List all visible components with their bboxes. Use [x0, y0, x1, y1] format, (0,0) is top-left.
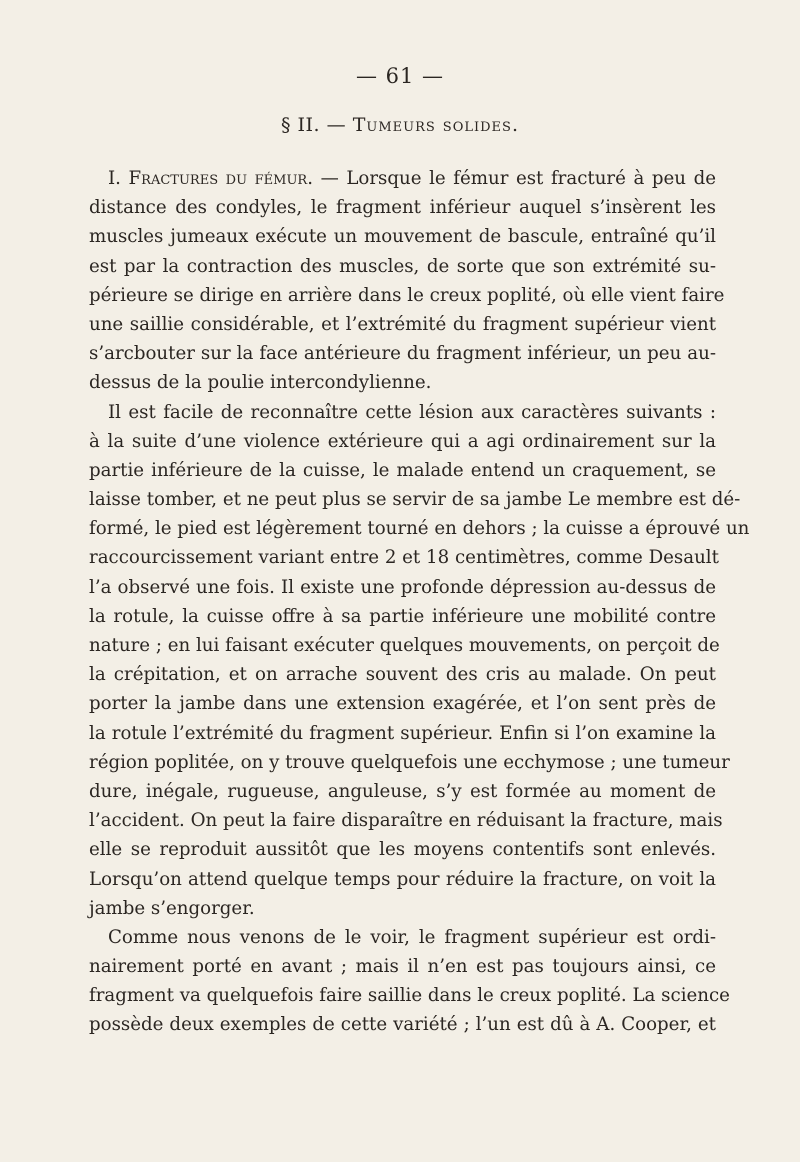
text-line: est par la contraction des muscles, de sorte que son extrémité su- [89, 255, 716, 277]
text-line: la rotule, la cuisse offre à sa partie inférieure une mobilité contre [89, 605, 716, 627]
text-line: l’accident. On peut la faire disparaître en réduisant la fracture, mais [89, 810, 723, 832]
body-text [89, 164, 750, 1040]
text-line: dure, inégale, rugueuse, anguleuse, s’y est formée au moment de [89, 780, 716, 802]
text-line: périeure se dirige en arrière dans le creux poplité, où elle vient faire [89, 284, 725, 306]
text-line: la crépitation, et on arrache souvent des cris au malade. On peut [89, 664, 716, 686]
section-mark: § II. — [281, 114, 347, 136]
section-title: Tumeurs solides. [352, 114, 519, 136]
text-line [89, 164, 716, 193]
text-line: une saillie considérable, et l’extrémité du fragment supérieur vient [89, 313, 716, 335]
text-line: raccourcissement variant entre 2 et 18 centimètres, comme Desault [89, 547, 719, 569]
text-line: possède deux exemples de cette variété ; l’un est dû à A. Cooper, et [89, 1014, 716, 1036]
text-line-content: — Lorsque le fémur est fracturé à peu de [320, 168, 716, 189]
text-line: l’a observé une fois. Il existe une profonde dépression au-dessus de [89, 576, 716, 598]
text-line: laisse tomber, et ne peut plus se servir de sa jambe Le membre est dé- [89, 489, 741, 511]
text-line: Lorsqu’on attend quelque temps pour réduire la fracture, on voit la [89, 868, 716, 890]
text-line: Il est facile de reconnaître cette lésion aux caractères suivants : [108, 401, 716, 423]
text-line: dessus de la poulie intercondylienne. [89, 372, 432, 394]
text-line: région poplitée, on y trouve quelquefois une ecchymose ; une tumeur [89, 751, 730, 773]
text-line: fragment va quelquefois faire saillie dans le creux poplité. La science [89, 985, 730, 1007]
text-line: Comme nous venons de le voir, le fragment supérieur est ordi- [108, 926, 716, 948]
text-line: muscles jumeaux exécute un mouvement de bascule, entraîné qu’il [89, 226, 716, 248]
text-line: nature ; en lui faisant exécuter quelques mouvements, on perçoit de [89, 635, 720, 656]
text-line: jambe s’engorger. [89, 897, 255, 919]
paragraph-heading: I. Fractures du fémur. [108, 168, 313, 189]
section-heading [0, 114, 800, 136]
text-line: s’arcbouter sur la face antérieure du fragment inférieur, un peu au- [89, 343, 716, 365]
page-number: — 61 — [355, 64, 445, 88]
text-line: la rotule l’extrémité du fragment supérieur. Enfin si l’on examine la [89, 722, 716, 744]
text-line: elle se reproduit aussitôt que les moyens contentifs sont enlevés. [89, 839, 716, 861]
text-line: distance des condyles, le fragment inférieur auquel s’insèrent les [89, 197, 716, 219]
text-line: partie inférieure de la cuisse, le malade entend un craquement, se [89, 459, 716, 481]
text-line: à la suite d’une violence extérieure qui a agi ordinairement sur la [89, 430, 716, 452]
text-line: formé, le pied est légèrement tourné en dehors ; la cuisse a éprouvé un [89, 518, 750, 540]
text-line: nairement porté en avant ; mais il n’en est pas toujours ainsi, ce [89, 956, 716, 978]
text-line: porter la jambe dans une extension exagérée, et l’on sent près de [89, 693, 716, 715]
